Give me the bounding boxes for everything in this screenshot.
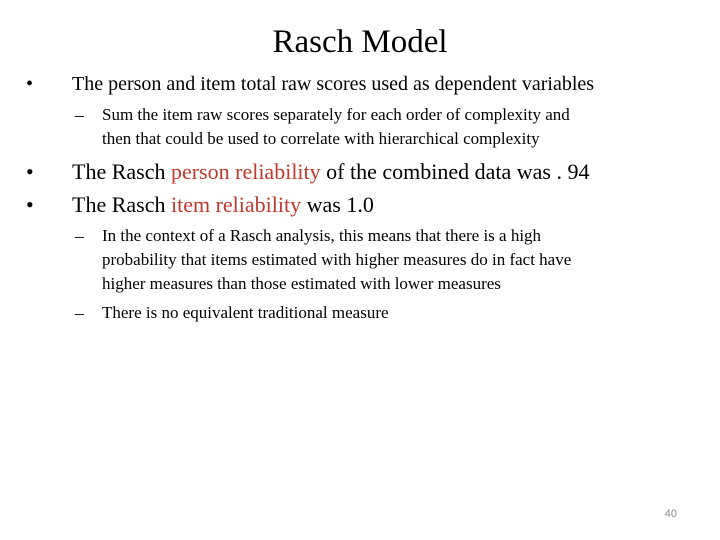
- bullet-text: The person and item total raw scores used as dependent variables: [72, 73, 595, 95]
- slide-title: Rasch Model: [272, 24, 448, 60]
- highlight-term: item reliability: [170, 192, 302, 217]
- text-line: probability that items estimated with higher measures do in fact have: [102, 250, 572, 269]
- sub-bullet-text: [102, 103, 570, 151]
- page-number: 40: [664, 508, 677, 520]
- text-line: Sum the item raw scores separately for each order of complexity and: [102, 105, 570, 124]
- bullet-text: [72, 191, 374, 219]
- dash-marker: –: [75, 105, 84, 125]
- text-segment: The Rasch: [72, 159, 171, 184]
- bullet-marker: •: [26, 192, 34, 217]
- bullet-text: [72, 158, 589, 186]
- sub-bullet-text: There is no equivalent traditional measure: [102, 303, 389, 322]
- text-segment: The Rasch: [72, 192, 171, 217]
- text-line: higher measures than those estimated with lower measures: [102, 274, 501, 293]
- text-segment: of the combined data was . 94: [320, 159, 590, 184]
- bullet-marker: •: [26, 159, 34, 184]
- highlight-term: person reliability: [170, 159, 321, 184]
- dash-marker: –: [75, 226, 84, 246]
- text-line: In the context of a Rasch analysis, this means that there is a high: [102, 226, 542, 245]
- dash-marker: –: [75, 303, 84, 323]
- text-line: then that could be used to correlate with hierarchical complexity: [102, 129, 540, 148]
- sub-bullet-text: [102, 224, 571, 296]
- bullet-marker: •: [26, 73, 34, 95]
- text-segment: was 1.0: [301, 192, 374, 217]
